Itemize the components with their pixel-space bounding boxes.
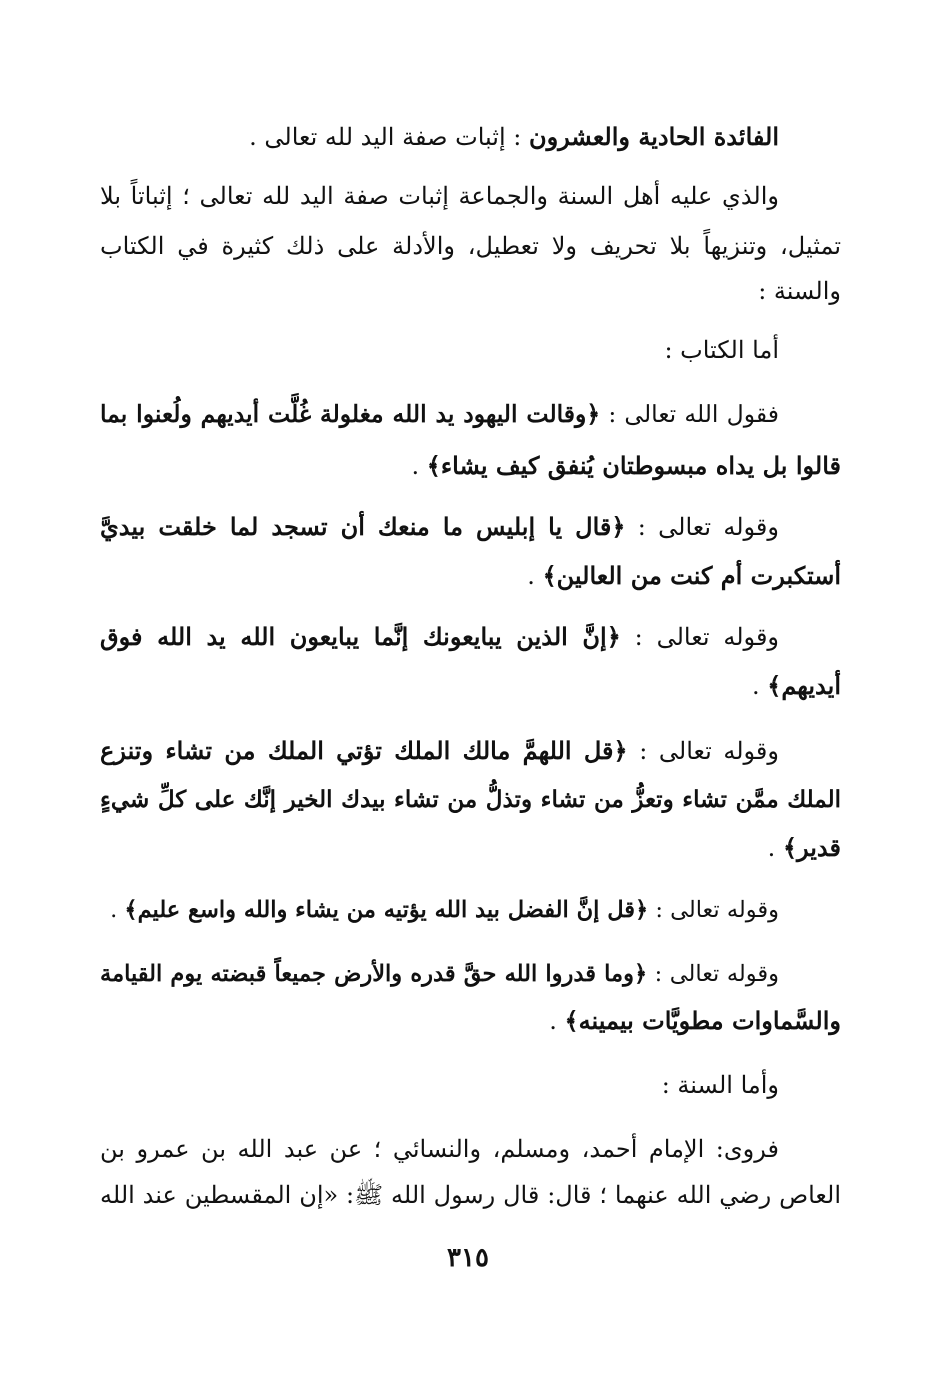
ayah-2-lead: وقوله تعالى : [637, 513, 779, 541]
ayah-1-text-2: قالوا بل يداه مبسوطتان يُنفق كيف يشاء﴾ [426, 451, 841, 480]
ayah-6-lead: وقوله تعالى : [654, 961, 779, 987]
ayah-6-line-1 [100, 954, 841, 994]
ayah-2-line-2 [100, 556, 841, 596]
ayah-4-end: . [767, 834, 776, 862]
document-page [100, 0, 841, 1378]
ayah-3-end: . [751, 672, 760, 700]
ayah-1-end: . [411, 452, 420, 480]
ayah-5-end: . [110, 897, 118, 923]
ayah-3-text-2: أيديهم﴾ [767, 671, 841, 700]
ayah-2-line-1 [100, 507, 841, 547]
hadith-line-2: العاص رضي الله عنهما ؛ قال: قال رسول الله ﷺ: «إن المقسطين عند الله [100, 1181, 841, 1209]
ayah-6-text-2: والسَّماوات مطويَّات بيمينه﴾ [564, 1006, 841, 1035]
ayah-1-lead: فقول الله تعالى : [608, 400, 779, 428]
ayah-1-line-1 [100, 394, 841, 434]
ayah-3-lead: وقوله تعالى : [634, 623, 780, 651]
ayah-6-end: . [549, 1007, 557, 1035]
ayah-4-line-1 [100, 731, 841, 771]
ayah-4-text-2: الملك ممَّن تشاء وتعزُّ من تشاء وتذلُّ من تشاء بيدك الخير إنَّك على كلِّ شيءٍ [100, 786, 841, 813]
heading-title: الفائدة الحادية والعشرون [528, 122, 779, 151]
ayah-5-lead: وقوله تعالى : [655, 897, 779, 923]
page-number: ٣١٥ [447, 1243, 489, 1273]
ayah-3-text-1: ﴿إنَّ الذين يبايعونك إنَّما يبايعون الله يد الله فوق [100, 622, 621, 651]
ayah-6-text-1: ﴿وما قدروا الله حقَّ قدره والأرض جميعاً قبضته يوم القيامة [100, 961, 648, 987]
ayah-2-text-1: ﴿قال يا إبليس ما منعك أن تسجد لما خلقت بيديَّ [100, 512, 626, 541]
heading-rest: : إثبات صفة اليد لله تعالى . [249, 123, 522, 151]
ayah-5-text-1: ﴿قل إنَّ الفضل بيد الله يؤتيه من يشاء والله واسع عليم﴾ [124, 897, 649, 923]
ayah-4-line-2 [100, 780, 841, 820]
hadith-line-1: فروى: الإمام أحمد، ومسلم، والنسائي ؛ عن عبد الله بن عمرو بن [100, 1135, 779, 1163]
sunnah-label: وأما السنة : [661, 1071, 779, 1099]
section-heading [100, 117, 841, 157]
ayah-4-line-3 [100, 828, 841, 868]
ayah-5-line-1 [100, 890, 841, 930]
ayah-1-line-2 [100, 446, 841, 486]
ayah-6-line-2 [100, 1001, 841, 1041]
intro-line-2: تمثيل، وتنزيهاً بلا تحريف ولا تعطيل، والأدلة على ذلك كثيرة في الكتاب [100, 232, 841, 260]
intro-line-1: والذي عليه أهل السنة والجماعة إثبات صفة اليد لله تعالى ؛ إثباتاً بلا [100, 182, 779, 210]
ayah-4-text-3: قدير﴾ [782, 833, 841, 862]
ayah-3-line-2 [100, 666, 841, 706]
ayah-4-lead: وقوله تعالى : [639, 737, 779, 765]
kitab-label: أما الكتاب : [664, 336, 779, 364]
ayah-3-line-1 [100, 617, 841, 657]
ayah-2-end: . [527, 562, 535, 590]
intro-line-3: والسنة : [758, 277, 841, 305]
ayah-4-text-1: ﴿قل اللهمَّ مالك الملك تؤتي الملك من تشاء وتنزع [100, 736, 628, 765]
ayah-1-text-1: ﴿وقالت اليهود يد الله مغلولة غُلَّت أيديهم ولُعنوا بما [100, 400, 601, 428]
ayah-2-text-2: أستكبرت أم كنت من العالين﴾ [542, 561, 841, 590]
